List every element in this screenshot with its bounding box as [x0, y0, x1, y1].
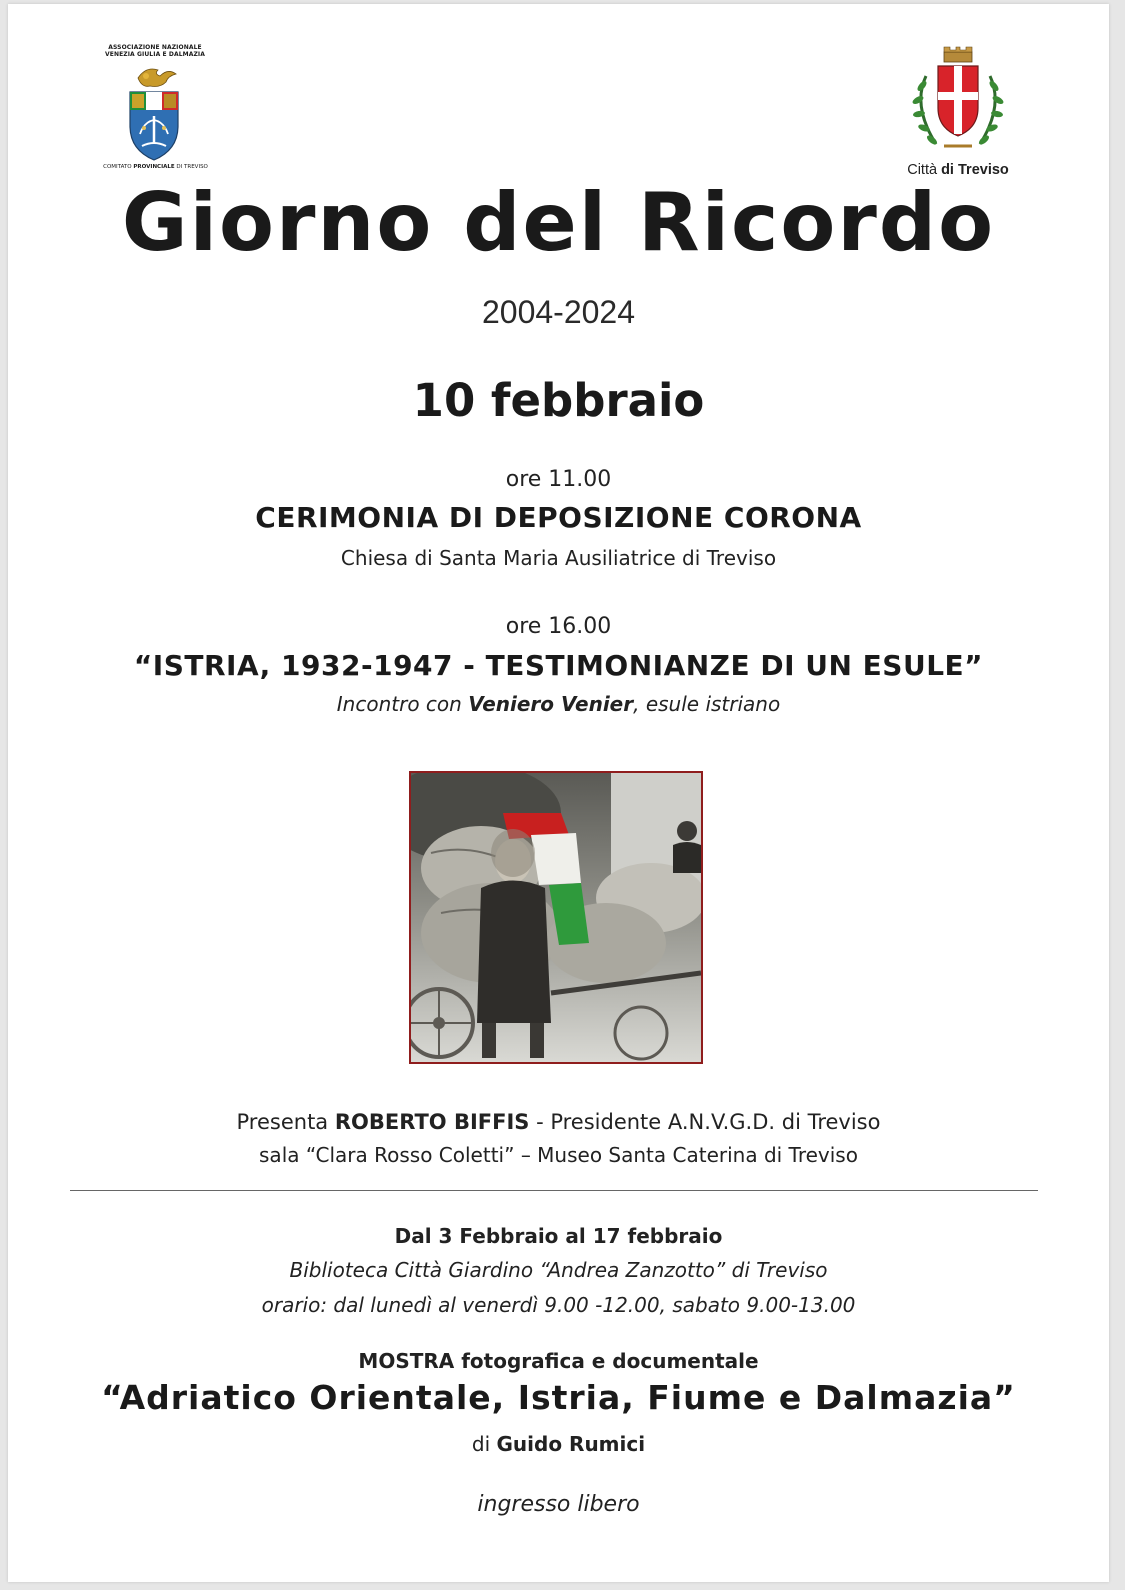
event-date: 10 febbraio — [412, 374, 705, 427]
exhibition-author — [8, 1432, 1109, 1456]
event2-title: “ISTRIA, 1932-1947 - TESTIMONIANZE DI UN ESULE” — [133, 649, 984, 682]
section-divider — [70, 1190, 1038, 1191]
speaker-name: Veniero Venier — [468, 692, 634, 716]
exhibition-hours: orario: dal lunedì al venerdì 9.00 -12.00, sabato 9.00-13.00 — [261, 1293, 856, 1317]
committee-prefix: COMITATO — [103, 164, 132, 170]
presenter-role: - Presidente A.N.V.G.D. di Treviso — [529, 1110, 881, 1134]
association-crest-icon — [124, 64, 184, 164]
meeting-suffix: , esule istriano — [633, 692, 781, 716]
association-committee — [88, 164, 223, 170]
event1-place: Chiesa di Santa Maria Ausiliatrice di Treviso — [340, 546, 777, 570]
poster — [8, 4, 1109, 1582]
event2-meeting — [8, 692, 1109, 716]
author-prefix: di — [471, 1432, 497, 1456]
exhibition-dates: Dal 3 Febbraio al 17 febbraio — [394, 1224, 723, 1248]
page-title: Giorno del Ricordo — [121, 176, 996, 269]
admission-note: ingresso libero — [477, 1492, 640, 1517]
exhibition-title: “Adriatico Orientale, Istria, Fiume e Dalmazia” — [101, 1378, 1016, 1417]
exile-child-photo-icon — [411, 773, 701, 1062]
event1-title: CERIMONIA DI DEPOSIZIONE CORONA — [255, 501, 862, 534]
presenter-line — [8, 1110, 1109, 1134]
treviso-coat-of-arms-icon — [906, 46, 1010, 158]
committee-suffix: DI TREVISO — [176, 164, 208, 170]
presenter-venue: sala “Clara Rosso Coletti” – Museo Santa Caterina di Treviso — [259, 1143, 858, 1167]
exhibition-label: MOSTRA fotografica e documentale — [358, 1349, 759, 1373]
association-name-line2: VENEZIA GIULIA E DALMAZIA — [105, 51, 205, 58]
association-name — [100, 44, 210, 58]
meeting-prefix: Incontro con — [336, 692, 469, 716]
event2-time: ore 16.00 — [505, 614, 612, 639]
association-name-line1: ASSOCIAZIONE NAZIONALE — [108, 44, 202, 51]
presenter-name: ROBERTO BIFFIS — [334, 1110, 530, 1134]
presenter-prefix: Presenta — [236, 1110, 335, 1134]
city-prefix: Città — [907, 162, 938, 178]
historic-photo — [409, 771, 703, 1064]
exhibition-place: Biblioteca Città Giardino “Andrea Zanzotto” di Treviso — [289, 1258, 828, 1282]
committee-bold: PROVINCIALE — [133, 164, 175, 170]
city-bold: di Treviso — [941, 162, 1009, 178]
anniversary-years: 2004-2024 — [481, 294, 636, 330]
event1-time: ore 11.00 — [505, 467, 612, 492]
author-name: Guido Rumici — [496, 1432, 646, 1456]
